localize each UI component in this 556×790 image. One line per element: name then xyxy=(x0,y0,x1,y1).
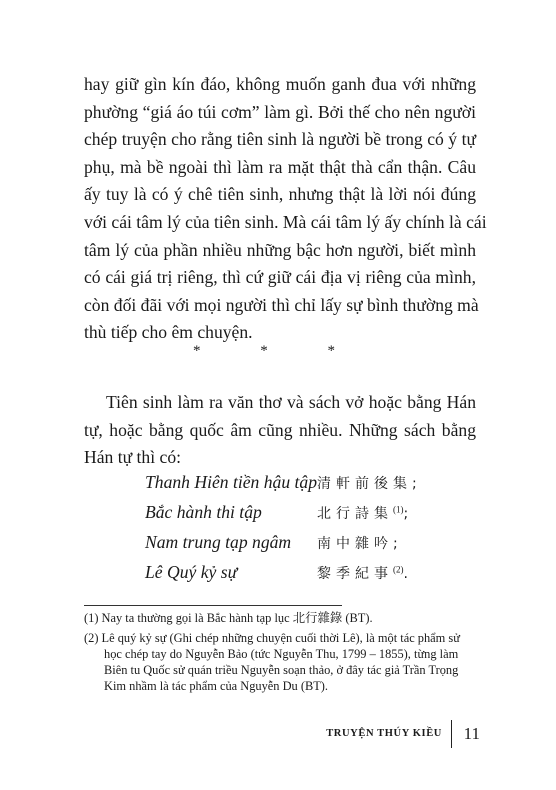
body-paragraph-2 xyxy=(84,389,476,472)
text-line: còn đối đãi với mọi người thì chỉ lấy sự bình thường mà xyxy=(84,294,479,315)
book-han-title xyxy=(317,563,413,583)
book-title: Bắc hành thi tập xyxy=(145,502,262,522)
text-line: với cái tâm lý của tiên sinh. Mà cái tâm lý ấy chính là cái xyxy=(84,211,487,232)
book-title: Nam trung tạp ngâm xyxy=(145,532,292,552)
page-footer xyxy=(300,720,480,748)
text-line: tâm lý của phần nhiều những bậc hơn người, biết mình xyxy=(84,239,476,260)
punctuation: ; xyxy=(403,506,414,522)
book-list-item xyxy=(145,562,445,592)
footnote-line: học chép tay do Nguyễn Bảo (tức Nguyễn Thu, 1799 – 1855), từng làm xyxy=(104,647,459,661)
book-list-item xyxy=(145,502,445,532)
text-line: Hán tự thì có: xyxy=(84,447,181,468)
body-paragraph-1 xyxy=(84,71,487,347)
footnote-divider xyxy=(84,605,342,606)
footnote-line: (2) Lê quý kỷ sự (Ghi chép những chuyện cuối thời Lê), là một tác phẩm sử xyxy=(84,631,460,645)
han-characters: 清軒前後集 xyxy=(317,476,412,492)
book-han-title xyxy=(317,503,413,523)
text-line: chép truyện cho rằng tiên sinh là người bề trong có ý tự xyxy=(84,129,476,150)
han-characters: 北行詩集 xyxy=(317,506,393,522)
book-list-item xyxy=(145,532,445,562)
footer-divider xyxy=(451,720,452,748)
punctuation: ; xyxy=(393,536,403,552)
footnote-line: Biên tu Quốc sử quán triều Nguyễn soạn thảo, ở đây tác giả Trần Trọng xyxy=(104,663,459,677)
book-han-title xyxy=(317,473,422,493)
page-number: 11 xyxy=(463,724,480,743)
text-line: thù tiếp cho êm chuyện. xyxy=(84,322,253,343)
footnotes xyxy=(84,610,479,698)
footnote-1 xyxy=(84,610,479,626)
footnote-line: Kim nhầm là tác phẩm của Nguyễn Du (BT). xyxy=(104,679,328,693)
book-list xyxy=(145,472,445,592)
text-line: tự, hoặc bằng quốc âm cũng nhiều. Những sách bằng xyxy=(84,419,476,440)
text-line: Tiên sinh làm ra văn thơ và sách vở hoặc bằng Hán xyxy=(106,392,476,412)
text-line: hay giữ gìn kín đáo, không muốn ganh đua với những xyxy=(84,74,476,94)
punctuation: . xyxy=(403,566,413,582)
han-characters: 黎季紀事 xyxy=(317,566,393,582)
han-characters: 南中雜吟 xyxy=(317,536,393,552)
book-title: Thanh Hiên tiền hậu tập xyxy=(145,472,318,492)
footnote-ref[interactable]: (2) xyxy=(393,564,404,575)
footnote-ref[interactable]: (1) xyxy=(393,504,404,515)
book-list-item xyxy=(145,472,445,502)
section-separator: * * * xyxy=(193,343,363,359)
running-title: TRUYỆN THÚY KIỀU xyxy=(326,728,442,739)
text-line: phường “giá áo túi cơm” làm gì. Bởi thế cho nên người xyxy=(84,101,476,122)
book-han-title xyxy=(317,533,403,553)
text-line: có cái giá trị riêng, thì cứ giữ cái địa vị riêng của mình, xyxy=(84,267,476,288)
text-line: phụ, mà bề ngoài thì làm ra mặt thật thà cẩn thận. Câu xyxy=(84,156,476,177)
book-title: Lê Quý kỷ sự xyxy=(145,562,238,582)
punctuation: ; xyxy=(412,476,422,492)
footnote-line: (1) Nay ta thường gọi là Bắc hành tạp lục 北行雜錄 (BT). xyxy=(84,611,373,625)
text-line: ấy tuy là có ý chê tiên sinh, nhưng thật là lời nói đúng xyxy=(84,184,476,205)
footnote-2 xyxy=(84,630,479,694)
